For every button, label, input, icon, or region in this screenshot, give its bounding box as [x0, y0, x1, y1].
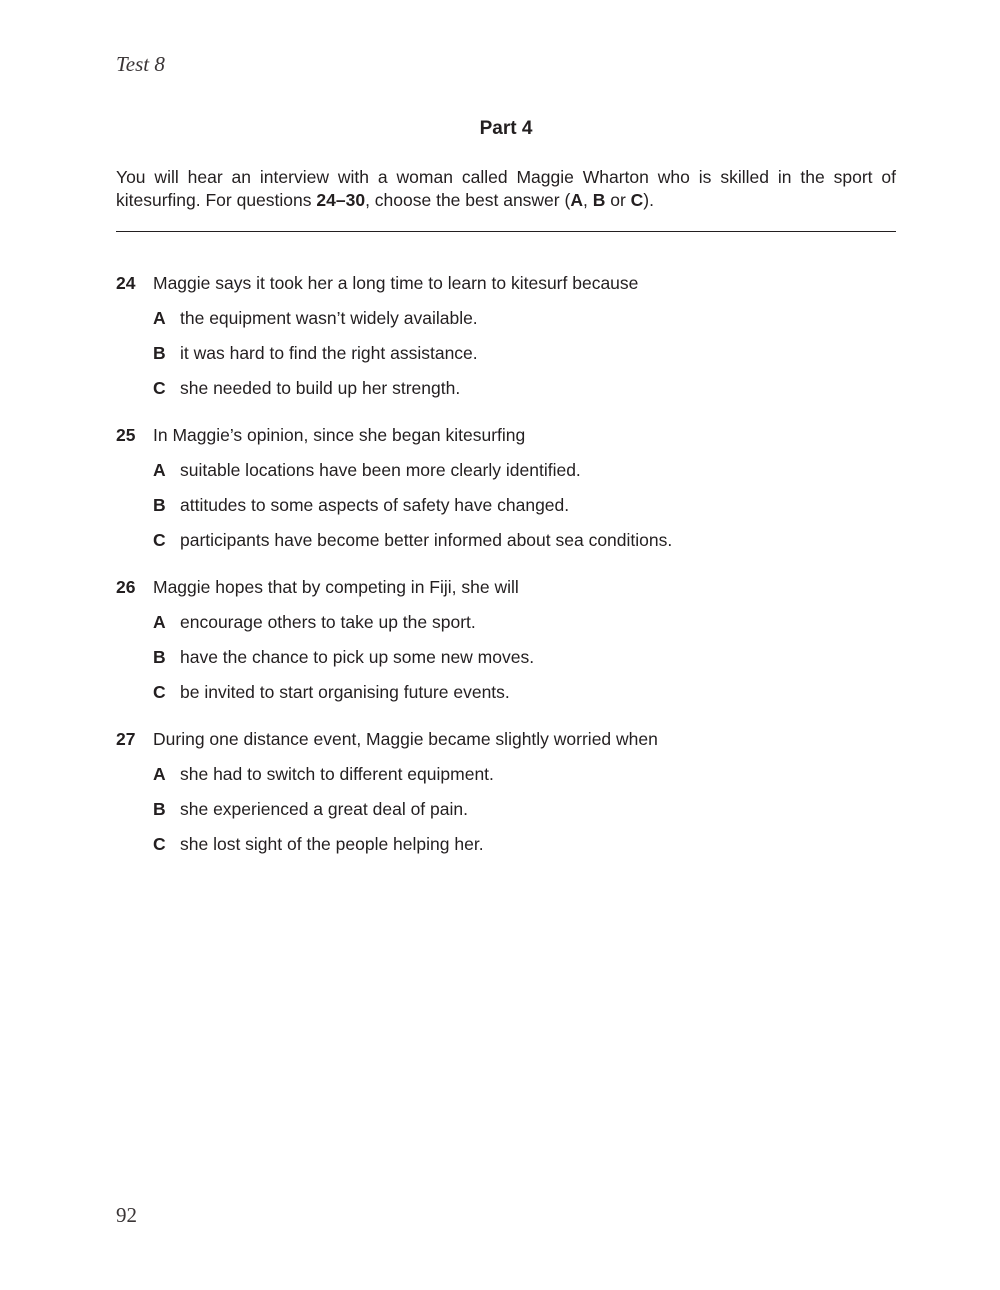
question-stem: Maggie says it took her a long time to learn to kitesurf because — [153, 273, 639, 293]
option-letter: A — [153, 308, 166, 328]
option-letter: A — [153, 612, 166, 632]
running-head: Test 8 — [116, 52, 165, 76]
option-text: suitable locations have been more clearly identified. — [180, 460, 581, 480]
question-stem: In Maggie’s opinion, since she began kitesurfing — [153, 425, 526, 445]
instructions-middle: , choose the best answer ( — [365, 190, 571, 210]
option-a — [116, 763, 896, 786]
option-a — [116, 459, 896, 482]
option-letter: C — [153, 530, 166, 550]
instructions-comma: , — [582, 190, 588, 210]
option-text: be invited to start organising future events. — [180, 682, 510, 702]
question-stem-row — [116, 424, 896, 447]
question-stem-row — [116, 728, 896, 751]
option-text: attitudes to some aspects of safety have changed. — [180, 495, 570, 515]
option-letter: C — [153, 834, 166, 854]
option-b — [116, 342, 896, 365]
option-text: participants have become better informed about sea conditions. — [180, 530, 673, 550]
question-stem: During one distance event, Maggie became slightly worried when — [153, 729, 658, 749]
option-letter: B — [153, 343, 166, 363]
question-24 — [116, 272, 896, 400]
question-stem-row — [116, 272, 896, 295]
option-c — [116, 377, 896, 400]
instructions-end: ). — [643, 190, 654, 210]
question-list — [116, 272, 896, 880]
question-number: 26 — [116, 577, 136, 597]
option-c — [116, 833, 896, 856]
option-text: she needed to build up her strength. — [180, 378, 461, 398]
question-number: 25 — [116, 425, 136, 445]
option-text: it was hard to find the right assistance. — [180, 343, 478, 363]
instructions — [116, 166, 896, 212]
option-text: the equipment wasn’t widely available. — [180, 308, 478, 328]
option-letter: C — [153, 682, 166, 702]
option-c — [116, 529, 896, 552]
option-a-ref: A — [570, 190, 583, 210]
option-text: encourage others to take up the sport. — [180, 612, 476, 632]
option-letter: B — [153, 495, 166, 515]
question-27 — [116, 728, 896, 856]
option-b-ref: B — [592, 190, 606, 210]
question-number: 24 — [116, 273, 136, 293]
option-text: she lost sight of the people helping her. — [180, 834, 484, 854]
question-stem: Maggie hopes that by competing in Fiji, she will — [153, 577, 519, 597]
option-letter: B — [153, 799, 166, 819]
question-range: 24–30 — [316, 190, 366, 210]
option-a — [116, 611, 896, 634]
option-letter: C — [153, 378, 166, 398]
option-text: have the chance to pick up some new moves. — [180, 647, 535, 667]
option-b — [116, 798, 896, 821]
option-c-ref: C — [630, 190, 644, 210]
divider-rule — [116, 231, 896, 232]
question-25 — [116, 424, 896, 552]
option-text: she experienced a great deal of pain. — [180, 799, 468, 819]
option-letter: B — [153, 647, 166, 667]
instructions-intro: You will hear an interview with a woman called Maggie Wharton who is skilled in the sport of kitesurfing. For questions — [116, 167, 896, 210]
page-number: 92 — [116, 1203, 137, 1227]
option-text: she had to switch to different equipment. — [180, 764, 494, 784]
option-b — [116, 494, 896, 517]
question-stem-row — [116, 576, 896, 599]
part-title: Part 4 — [479, 118, 533, 139]
option-letter: A — [153, 460, 166, 480]
option-c — [116, 681, 896, 704]
question-26 — [116, 576, 896, 704]
option-a — [116, 307, 896, 330]
option-b — [116, 646, 896, 669]
question-number: 27 — [116, 729, 136, 749]
option-letter: A — [153, 764, 166, 784]
instructions-or: or — [610, 190, 626, 210]
